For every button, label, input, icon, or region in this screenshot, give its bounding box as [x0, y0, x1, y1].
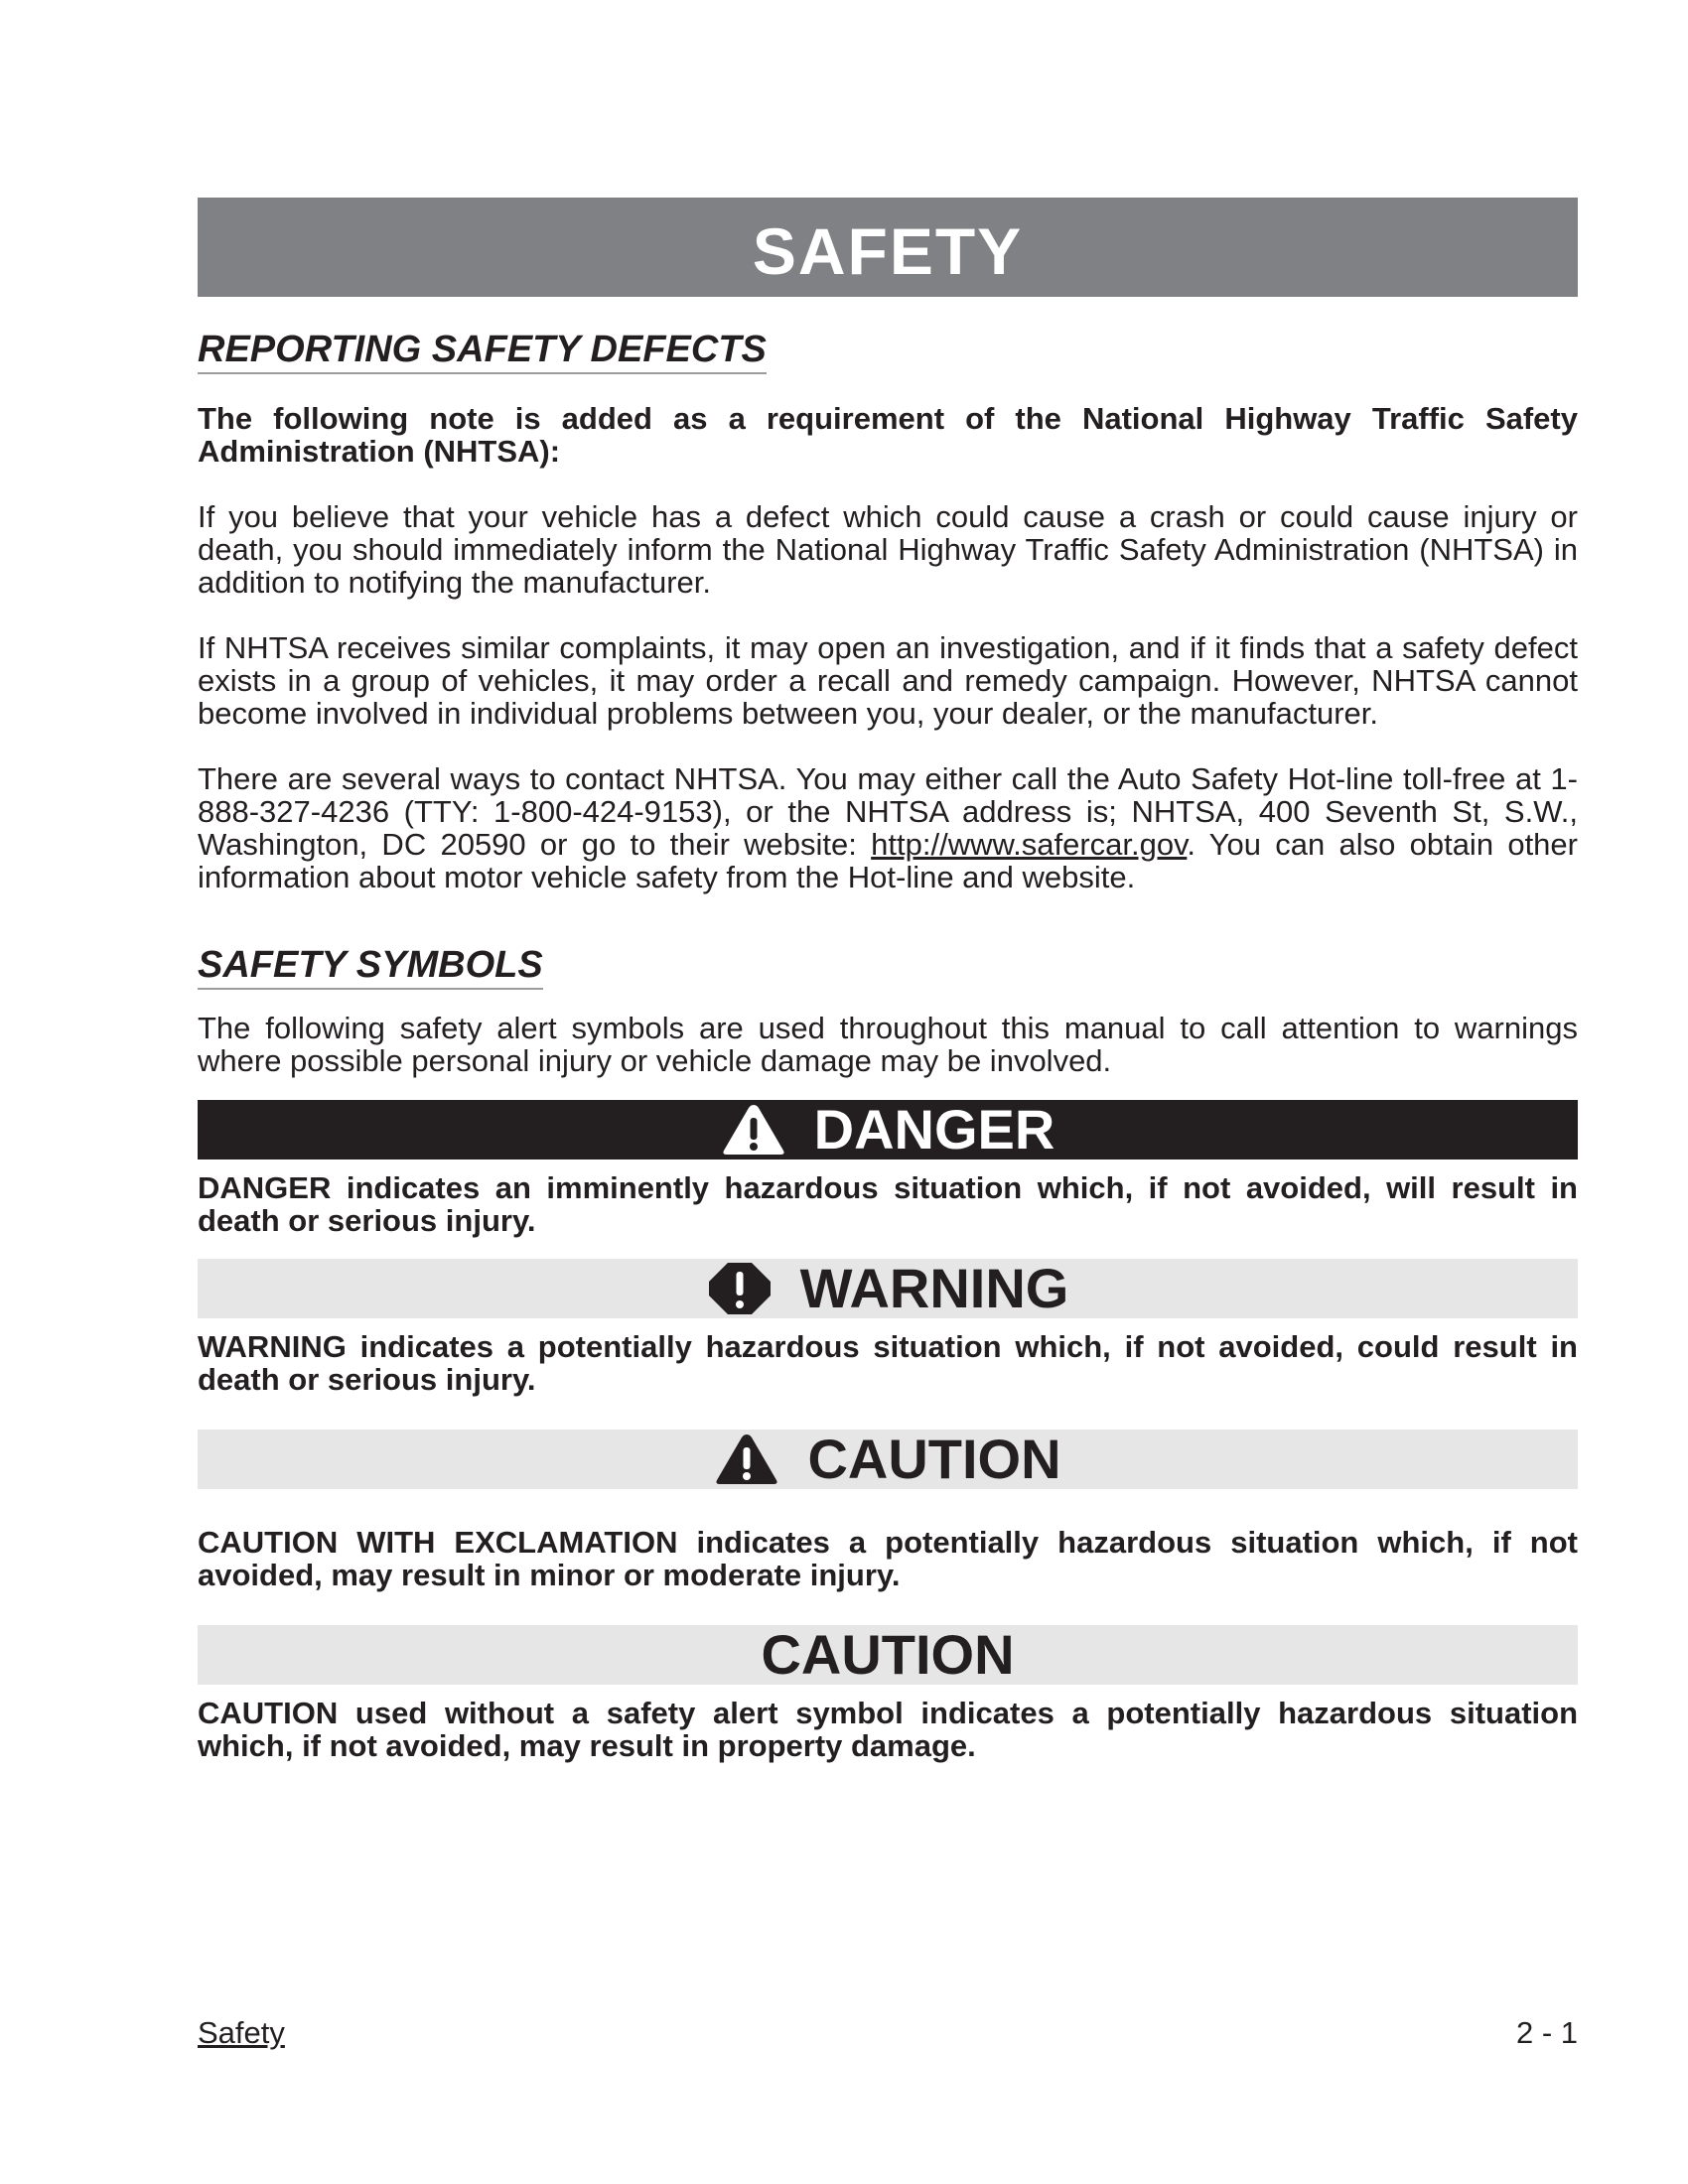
caution-symbol-banner: [198, 1430, 1578, 1489]
caution-plain-label: CAUTION: [761, 1623, 1015, 1686]
warning-text: indicates a potentially hazardous situation which, if not avoided, could result in death or serious injury.: [198, 1329, 1578, 1397]
danger-text: indicates an imminently hazardous situation which, if not avoided, will result in death or serious injury.: [198, 1170, 1578, 1238]
reporting-paragraph-1: If you believe that your vehicle has a defect which could cause a crash or could cause injury or death, you should immediately inform the National Highway Traffic Safety Administration (NHTSA) in addition to notifying the manufacturer.: [198, 499, 1578, 600]
warning-lead: WARNING: [198, 1329, 347, 1364]
contact-text: There are several ways to contact NHTSA. You may either call the Auto Safety Hot-line toll-free at 1-888-327-4236 (TTY: 1-800-424-9153), or the NHTSA address is; NHTSA, 400 Seventh St, S.W., Washington, DC 20590 or go to their website:: [198, 761, 1578, 862]
warning-label: WARNING: [799, 1257, 1069, 1319]
caution-symbol-lead: CAUTION WITH EXCLAMATION: [198, 1525, 678, 1560]
danger-lead: DANGER: [198, 1170, 332, 1205]
symbols-intro: The following safety alert symbols are used throughout this manual to call attention to warnings where possible personal injury or vehicle damage may be involved.: [198, 1011, 1578, 1078]
nhtsa-intro: The following note is added as a requirement of the National Highway Traffic Safety Administration (NHTSA):: [198, 401, 1578, 469]
caution-plain-text: used without a safety alert symbol indicates a potentially hazardous situation which, if not avoided, may result in property damage.: [198, 1696, 1578, 1763]
symbols-heading: SAFETY SYMBOLS: [198, 943, 543, 990]
danger-description: [198, 1171, 1578, 1237]
contact-text-end: . You can also obtain other information about motor vehicle safety from the Hot-line and website.: [198, 827, 1578, 894]
warning-banner: [198, 1259, 1578, 1318]
caution-symbol-text: indicates a potentially hazardous situation which, if not avoided, may result in minor or moderate injury.: [198, 1525, 1578, 1592]
footer-section-name: Safety: [198, 2015, 285, 2050]
danger-label: DANGER: [813, 1098, 1055, 1160]
page-footer: [198, 2015, 1578, 2051]
page-number: 2 - 1: [1515, 2015, 1578, 2050]
warning-description: [198, 1330, 1578, 1396]
reporting-paragraph-3: [198, 762, 1578, 893]
reporting-paragraph-2: If NHTSA receives similar complaints, it may open an investigation, and if it finds that a safety defect exists in a group of vehicles, it may order a recall and remedy campaign. However, NHTSA cannot become involved in individual problems between you, your dealer, or the manufacturer.: [198, 630, 1578, 731]
safercar-link[interactable]: http://www.safercar.gov: [871, 827, 1188, 862]
caution-symbol-description: [198, 1526, 1578, 1591]
page-content: [198, 198, 1578, 1762]
caution-symbol-label: CAUTION: [807, 1428, 1061, 1490]
danger-banner: [198, 1100, 1578, 1160]
exclamation-octagon-icon: [707, 1261, 773, 1316]
reporting-heading: REPORTING SAFETY DEFECTS: [198, 328, 767, 374]
caution-plain-lead: CAUTION: [198, 1696, 339, 1730]
caution-plain-banner: [198, 1625, 1578, 1685]
exclamation-triangle-icon: [721, 1102, 786, 1158]
page-title: SAFETY: [198, 198, 1578, 297]
caution-plain-description: [198, 1697, 1578, 1762]
exclamation-triangle-icon: [714, 1432, 779, 1487]
